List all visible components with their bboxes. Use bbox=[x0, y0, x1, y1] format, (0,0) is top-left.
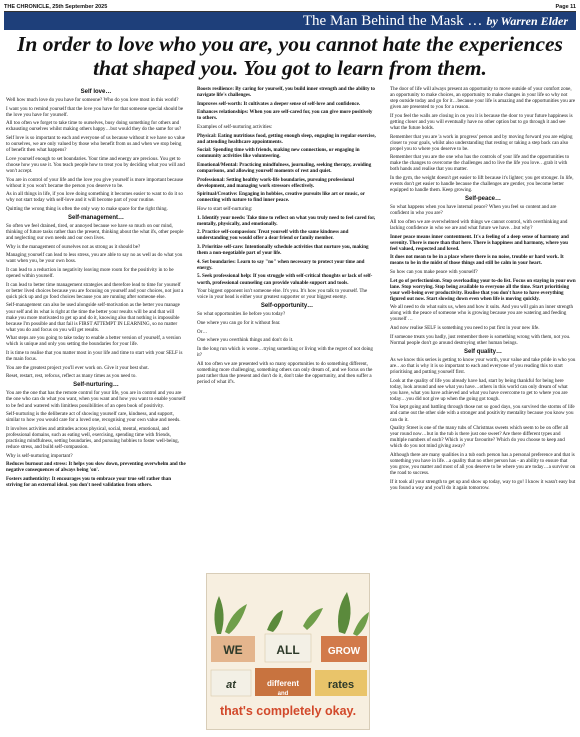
paragraph: Reduces burnout and stress: It helps you slow down, preventing overwhelm and the negative consequences of always being 'on'. bbox=[6, 461, 186, 474]
page-number: Page 11 bbox=[555, 3, 576, 10]
poster-word: rates bbox=[327, 679, 355, 691]
paragraph: You are the greatest project you'll ever work on. Give it your best shot. bbox=[6, 364, 149, 371]
paragraph: Look at the quality of life you already have had, start by being thankful for being here today, look around and see what you have…others in this world can only dream of what you have, what you have achieved and what you have overcome to get to where you are today…you did not give up when the going got tough. bbox=[390, 377, 568, 402]
paragraph: It can lead to better time management strategies and therefore lead to time for yourself or better lived choices because you are focusing on yourself and your choices, not just a quick pick up and go food choices because you are running after someone else. bbox=[6, 281, 184, 300]
paragraph: Or… bbox=[197, 328, 208, 335]
poster-word: different bbox=[267, 679, 299, 688]
paragraph: Self-management can also be used alongside self-motivation as the better you manage your self and its what is right at the time the better your results will be and that will make you more motivated to get up and do it, knowing also that nothing is impossible because I'm possible and that fail is FIRST ATTEMPT IN LEARNING, so no matter what you do and focus on you will get results. bbox=[6, 302, 180, 333]
paragraph: Why is self-nurturing important? bbox=[6, 452, 73, 459]
paragraph: Let go of perfectionism. Stop overloading your to-do list. Focus on staying in your own lane. Stop worrying. Stop being available to everyone all the time. Start prioritising your well-being over productivity. Realise that you don't have to have everything figured out now. Start slowing down even when life is moving quickly. bbox=[390, 277, 576, 302]
paragraph: All too often we are presented with so many opportunities to do something different, something more challenging, something others can only dream of, and we focus on the past rather than the present and don't do it, don't take the opportunity, and then suffer a period of what if's. bbox=[197, 360, 373, 385]
byline: by Warren Elder bbox=[486, 13, 568, 28]
paragraph: 4. Set boundaries: Learn to say "no" when necessary to protect your time and energy. bbox=[197, 258, 365, 271]
paragraph: Improves self-worth: It cultivates a deeper sense of self-love and confidence. bbox=[197, 100, 361, 107]
paragraph: We all need to do what suits us, when and how it suits. And you will gain an inner strength along with the peace of someone who is growing because you are watering and feeding yourself … bbox=[390, 304, 574, 323]
article-column-3 bbox=[390, 86, 576, 731]
paragraph: So how can you make peace with yourself? bbox=[390, 268, 478, 275]
paragraph: The door of life will always present an opportunity to move outside of your comfort zone, an opportunity to make choices, an opportunity to make changes in your life so why not step outside today and go for it…because your life is amazing and the opportunities you are given are presented to you for a reason. bbox=[390, 86, 576, 111]
poster-word: WE bbox=[223, 643, 243, 657]
paragraph: Social: Spending time with friends, making new connections, or engaging in community activities like volunteering. bbox=[197, 147, 360, 160]
paragraph: Physical: Eating nutritious food, getting enough sleep, engaging in regular exercise, and attending healthcare appointments. bbox=[197, 132, 376, 145]
article-column-1 bbox=[6, 86, 186, 731]
paragraph: And now realise SELF is something you need to put first in your new life. bbox=[390, 325, 540, 332]
paragraph: Although there are many qualities in a tub each person has a personal preference and that is something you have in life…a quality that no other person has - an ability to ensure that you grow, you matter and most of all you deserve to be where you are today…a survivor on the road to success. bbox=[390, 451, 576, 477]
section-heading: Self love… bbox=[80, 89, 112, 95]
section-heading: Self-opportunity… bbox=[260, 303, 314, 310]
poster-word: at bbox=[226, 679, 236, 691]
paragraph: 5. Seek professional help: If you struggle with self-critical thoughts or lack of self-worth, professional counseling can provide valuable support and tools. bbox=[197, 273, 373, 286]
paragraph: Professional: Setting healthy work-life boundaries, pursuing professional development, and managing work stressors effectively. bbox=[197, 176, 354, 189]
paragraph: Emotional/Mental: Practicing mindfulness, journaling, seeking therapy, avoiding comparisons, and allowing yourself moments of rest and quiet. bbox=[197, 162, 372, 175]
paragraph: It does not mean to be in a place where there is no noise, trouble or hard work. It means to be in the midst of those things and still be calm in your heart. bbox=[390, 254, 564, 267]
paragraph: What steps are you going to take today to enable a better version of yourself, a version which is unique and only you setting the boundaries for your life. bbox=[6, 335, 181, 348]
paragraph: Remember that you are the one who has the controls of your life and the opportunities to make the changes to overcome the challenges and to live the life you love…grab it with both hands and realise that you matter. bbox=[390, 154, 570, 173]
paragraph: Self-nurturing is the deliberate act of showing yourself care, kindness, and support, similar to how you would care for a loved one, recognising your own value and needs. bbox=[6, 411, 181, 424]
paragraph: How to start self-nurturing: bbox=[197, 206, 253, 213]
paragraph: Inner peace means inner contentment. It's a feeling of a deep sense of harmony and serenity. There is more than that here. There is happiness and harmony, where you feel valued, respected and loved. bbox=[390, 233, 569, 252]
paragraph: Managing yourself can lead to less stress, you are able to say no as well as do what you want when you, be your own boss. bbox=[6, 252, 183, 265]
paragraph: If someone treats you badly, just remember there is something wrong with them, not you. Normal people don't go around destroying other human beings. bbox=[390, 333, 571, 346]
paragraph: Well how much love do you have for someone? Who do you love most in this world? bbox=[6, 97, 179, 104]
paragraph: Why is the management of ourselves not as strong as it should be? bbox=[6, 243, 141, 250]
paragraph: Your biggest opponent isn't someone else. It's you. It's how you talk to yourself. The voice in your head is either your greatest supporter or your biggest enemy. bbox=[197, 288, 368, 301]
paragraph: It can lead to a reduction in negativity leaving more room for the positivity in to be opened within yourself. bbox=[6, 267, 174, 280]
paragraph: Self love is so important to each and everyone of us because without it we have no value to ourselves, we are only valued by those who benefit from us and when we stop being of benefit then what happens? bbox=[6, 135, 185, 154]
poster-word: GROW bbox=[327, 646, 361, 657]
paragraph: If it took all your strength to get up and show up today, way to go! I know it wasn't easy but you found a way and you'll do it again tomorrow. bbox=[390, 478, 576, 491]
paragraph: In the long run which is worse…trying something or living with the regret of not doing it? bbox=[197, 345, 373, 358]
paragraph: All too often we are overwhelmed with things we cannot control, with overthinking and lacking confidence in who we are and what future we have…but why? bbox=[390, 218, 568, 231]
paragraph: Quitting the wrong thing is often the only way to make space for the right thing. bbox=[6, 205, 168, 212]
paragraph: Remember that you are 'a work in progress' person and by moving forward you are edging closer to your goals, whilst also understanding that resting or taking a step back can also propel you to where you deserve to be. bbox=[390, 133, 573, 152]
poster-caption: that's completely okay. bbox=[219, 704, 357, 718]
paragraph: You are in control of your life and the love you give yourself is more important because without it you won't became the person you deserve to be. bbox=[6, 176, 184, 189]
article-column-2 bbox=[197, 86, 377, 551]
paragraph: It involves activities and attitudes across physical, social, mental, emotional, and professional domains, such as eating well, exercising, spending time with friends, practising mindfulness, setting boundaries, and pursuing hobbies to foster well-being, reduce stress, and build self-compassion. bbox=[6, 425, 179, 450]
poster-word: and bbox=[277, 691, 289, 697]
paragraph: It is time to realise that you matter most in your life and time to start with your SELF is the main focus. bbox=[6, 350, 183, 363]
paragraph: One where you can go for it without fear. bbox=[197, 319, 281, 326]
section-heading: Self-peace… bbox=[464, 196, 501, 203]
paragraph: Fosters authenticity: It encourages you to embrace your true self rather than striving for an external ideal. you don't need validation from others. bbox=[6, 475, 172, 488]
paragraph: Spiritual/Creative: Engaging in hobbies, creative pursuits like art or music, or connecting with nature to find inner peace. bbox=[197, 191, 365, 204]
paper-name: THE CHRONICLE, 25th September 2025 bbox=[4, 3, 108, 10]
paragraph: Love yourself enough to set boundaries. Your time and energy are precious. You get to choose how you use it. You teach people how to treat you by deciding what you will and won't accept. bbox=[6, 155, 185, 174]
paragraph: Boosts resilience: By caring for yourself, you build inner strength and the ability to navigate life's challenges. bbox=[197, 86, 375, 99]
paragraph: So often we feel drained, tired, or annoyed because we have so much on our mind, thinking of future tasks rather than the present, thinking about the what ifs, other people and neglecting our own needs and our own lives. bbox=[6, 223, 184, 242]
paragraph: Examples of self-nurturing activities: bbox=[197, 124, 273, 131]
paragraph: You kept going and battling through those not so good days, you survived the storms of life and came out the other side with a stronger and positivity mentality because you know you can do it. bbox=[390, 404, 575, 423]
paragraph: One where you overthink things and don't do it. bbox=[197, 337, 294, 344]
paragraph: If you feel the walls are closing in on you it is because the door to your future happiness is getting closer and you will eventually have no other option but to go through it and see what the future holds. bbox=[390, 112, 573, 131]
paragraph: I want you to remind yourself that the love you have for that someone special should be the love you have for yourself. bbox=[6, 105, 184, 118]
column-banner bbox=[4, 12, 576, 30]
paragraph: Reset, restart, rest, refocus, reflect as many times as you need to. bbox=[6, 373, 137, 380]
page-header bbox=[4, 2, 576, 12]
paragraph: In the gym, the weight doesn't get easier to lift because it's lighter; you get stronger. In life, events don't get easier to handle because the challenges are gentler, you become better equipped to handle them. Keep growing. bbox=[390, 174, 574, 194]
paragraph: Enhances relationships: When you are self-cared for, you can give more positively to others. bbox=[197, 109, 373, 122]
paragraph: As we know this series is getting to know your worth, your value and take pride in who you are…so that is why it is so important to each and everyone of you reading this to start prioritising and putting yourself first. bbox=[390, 356, 576, 375]
paragraph: Quality Street is one of the many tubs of Christmas sweets which seem to be on offer all year round now…but in the tub is there just one sweet? Are there different types and multiple numbers of each? Which is your favourite? Which do you choose to keep and which do you not mind giving away? bbox=[390, 425, 569, 450]
plant-pots-illustration bbox=[207, 574, 370, 699]
paragraph: So what opportunities lie before you today? bbox=[197, 311, 286, 318]
section-heading: Self quality… bbox=[463, 348, 502, 355]
we-all-grow-poster bbox=[206, 573, 370, 730]
paragraph: 1. Identify your needs: Take time to reflect on what you truly need to feel cared for, mentally, physically, and emotionally. bbox=[197, 214, 376, 227]
headline: In order to love who you are, you cannot hate the experiences that shaped you. You got to learn from them. bbox=[17, 32, 563, 80]
paragraph: All too often we forget to take time to ourselves, busy doing something for others and exhausting ourselves whilst making others happy…but would they do the same for us? bbox=[6, 120, 182, 133]
paragraph: So what happens when you have internal peace? When you feel so content and are confident in who you are? bbox=[390, 204, 557, 217]
paragraph: You are the one that has the remote control for your life, you are in control and you are the one who can do what you want, when you want and how you want to enable yourself to be fed and watered with limitless possibilities of an open book of positivity. bbox=[6, 390, 186, 409]
paragraph: 3. Prioritize self-care: Intentionally schedule activities that nurture you, making them a non-negotiable part of your life. bbox=[197, 244, 369, 257]
poster-word: ALL bbox=[276, 643, 300, 657]
paragraph: As in all things in life, if you love doing something it becomes easier to want to do it so why not start today with self-love and it will become part of your routine. bbox=[6, 191, 183, 204]
section-heading: Self-nurturing… bbox=[73, 382, 119, 389]
column-title: The Man Behind the Mask … bbox=[302, 12, 483, 29]
section-heading: Self-management… bbox=[67, 214, 124, 221]
paragraph: 2. Practice self-compassion: Treat yourself with the same kindness and understanding you would offer a dear friend or family member. bbox=[197, 229, 349, 242]
